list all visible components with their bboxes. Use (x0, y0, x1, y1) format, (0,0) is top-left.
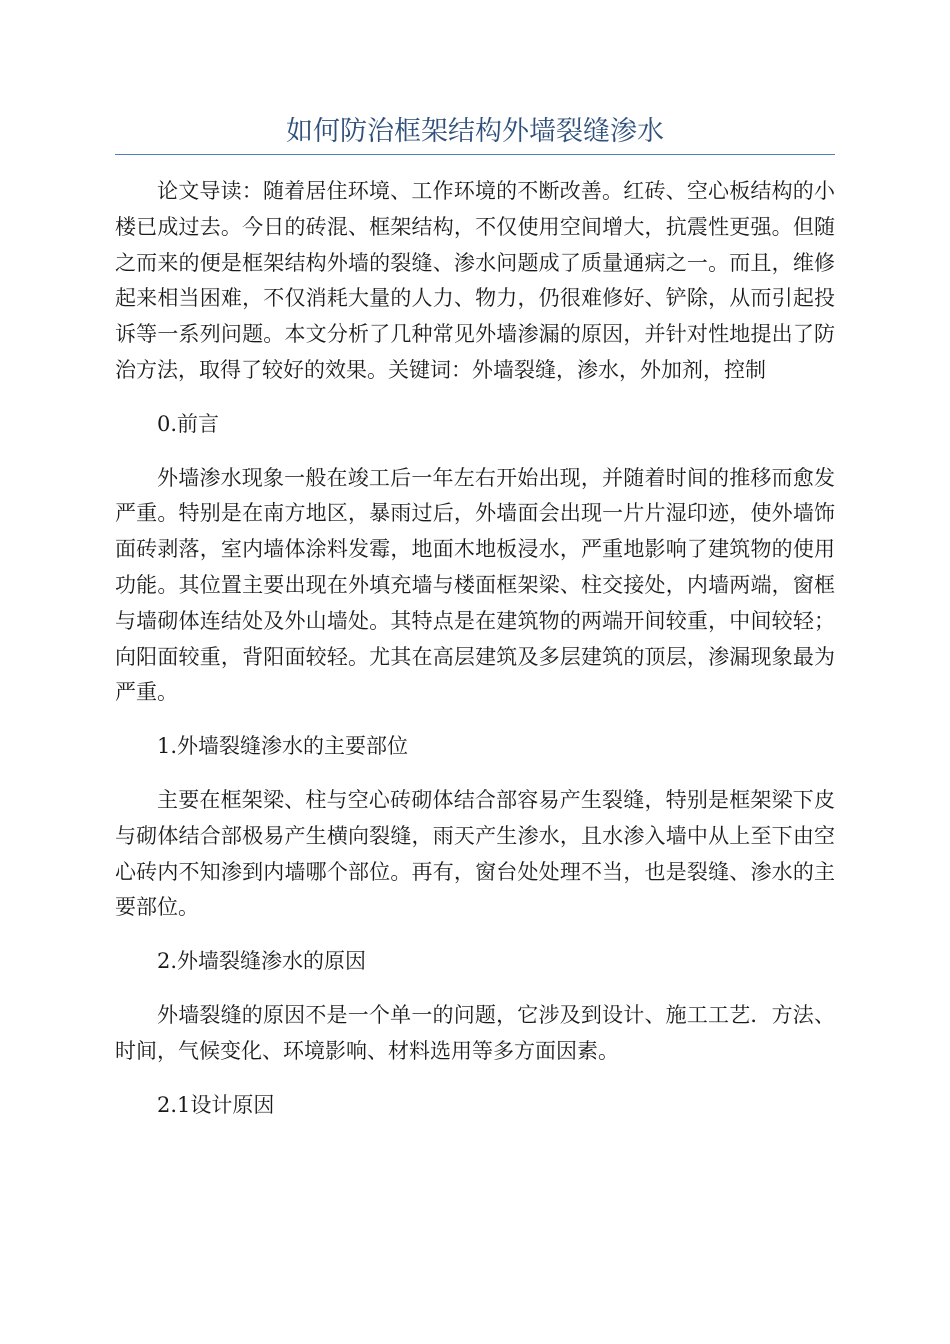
body-paragraph: 主要在框架梁、柱与空心砖砌体结合部容易产生裂缝，特别是框架梁下皮与砌体结合部极易产生横向裂缝，雨天产生渗水，且水渗入墙中从上至下由空心砖内不知渗到内墙哪个部位。再有，窗台处处理不当，也是裂缝、渗水的主要部位。 (115, 787, 835, 920)
section-heading: 1.外墙裂缝渗水的主要部位 (157, 734, 409, 759)
title-underline (115, 154, 835, 155)
section-heading: 0.前言 (157, 411, 220, 436)
abstract-paragraph: 论文导读：随着居住环境、工作环境的不断改善。红砖、空心板结构的小楼已成过去。今日的砖混、框架结构，不仅使用空间增大，抗震性更强。但随之而来的便是框架结构外墙的裂缝、渗水问题成了质量通病之一。而且，维修起来相当困难，不仅消耗大量的人力、物力，仍很难修好、铲除，从而引起投诉等一系列问题。本文分析了几种常见外墙渗漏的原因，并针对性地提出了防治方法，取得了较好的效果。关键词：外墙裂缝，渗水，外加剂，控制 (115, 179, 835, 382)
body-paragraph: 外墙渗水现象一般在竣工后一年左右开始出现，并随着时间的推移而愈发严重。特别是在南方地区，暴雨过后，外墙面会出现一片片湿印迹，使外墙饰面砖剥落，室内墙体涂料发霉，地面木地板浸水，严重地影响了建筑物的使用功能。其位置主要出现在外填充墙与楼面框架梁、柱交接处，内墙两端，窗框与墙砌体连结处及外山墙处。其特点是在建筑物的两端开间较重，中间较轻；向阳面较重，背阳面较轻。尤其在高层建筑及多层建筑的顶层，渗漏现象最为严重。 (115, 465, 835, 705)
document-body (115, 174, 835, 1141)
section-heading: 2.外墙裂缝渗水的原因 (157, 949, 367, 974)
subsection-heading: 2.1设计原因 (157, 1092, 275, 1117)
body-paragraph: 外墙裂缝的原因不是一个单一的问题，它涉及到设计、施工工艺．方法、时间，气候变化、环境影响、材料选用等多方面因素。 (115, 1002, 835, 1063)
document-title: 如何防治框架结构外墙裂缝渗水 (286, 116, 664, 147)
